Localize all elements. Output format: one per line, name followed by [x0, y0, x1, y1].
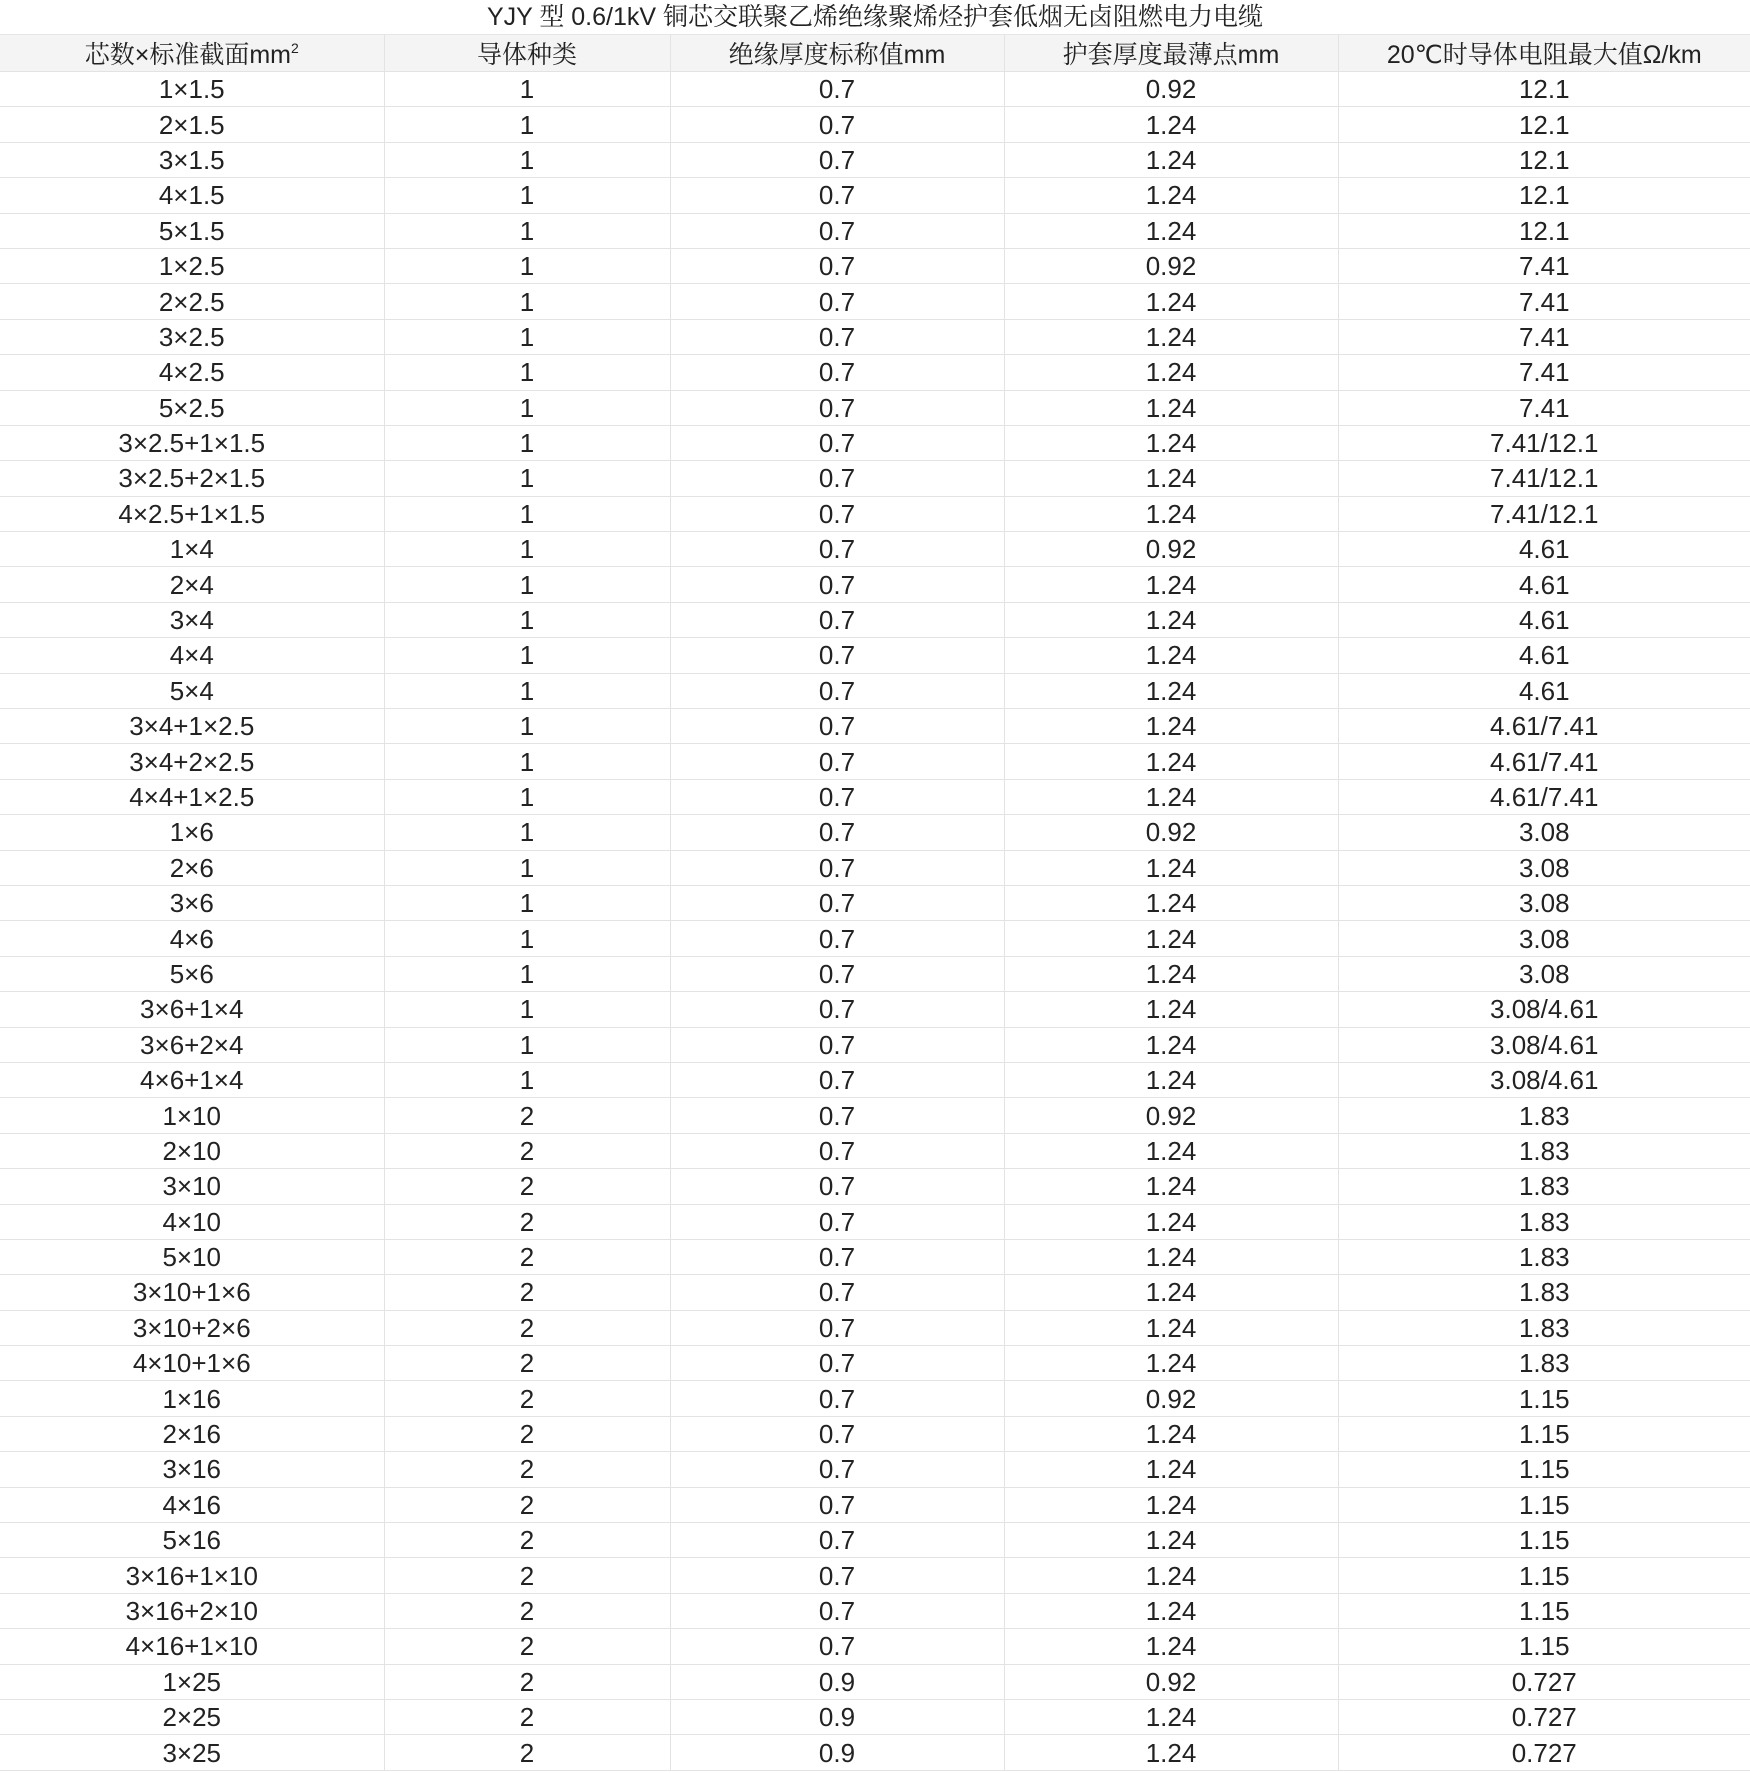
table-row [0, 284, 1750, 319]
cell-conductor-type: 2 [384, 1098, 670, 1133]
table-row [0, 1699, 1750, 1734]
cell-conductor-type: 2 [384, 1239, 670, 1274]
cell-cores-cross-section: 3×1.5 [0, 142, 384, 177]
cell-insulation-thickness: 0.7 [670, 72, 1004, 107]
cell-cores-cross-section: 1×2.5 [0, 248, 384, 283]
cell-conductor-resistance: 0.727 [1338, 1699, 1750, 1734]
cell-conductor-type: 2 [384, 1381, 670, 1416]
cell-insulation-thickness: 0.7 [670, 1523, 1004, 1558]
cell-conductor-type: 1 [384, 567, 670, 602]
cell-conductor-resistance: 0.727 [1338, 1735, 1750, 1770]
cell-sheath-thickness: 1.24 [1004, 390, 1338, 425]
table-row [0, 1310, 1750, 1345]
cell-conductor-type: 1 [384, 673, 670, 708]
cell-sheath-thickness: 0.92 [1004, 532, 1338, 567]
cell-conductor-type: 2 [384, 1346, 670, 1381]
table-row [0, 1452, 1750, 1487]
cell-conductor-type: 1 [384, 1027, 670, 1062]
table-row [0, 921, 1750, 956]
table-row [0, 992, 1750, 1027]
cell-cores-cross-section: 1×10 [0, 1098, 384, 1133]
cell-cores-cross-section: 4×2.5+1×1.5 [0, 496, 384, 531]
cell-cores-cross-section: 2×10 [0, 1133, 384, 1168]
cell-cores-cross-section: 4×4+1×2.5 [0, 779, 384, 814]
cable-spec-table [0, 35, 1750, 1771]
cell-sheath-thickness: 1.24 [1004, 1062, 1338, 1097]
cell-conductor-resistance: 1.83 [1338, 1169, 1750, 1204]
cell-conductor-type: 1 [384, 496, 670, 531]
cell-insulation-thickness: 0.7 [670, 425, 1004, 460]
cell-conductor-resistance: 1.15 [1338, 1558, 1750, 1593]
cell-sheath-thickness: 1.24 [1004, 1310, 1338, 1345]
cell-sheath-thickness: 1.24 [1004, 107, 1338, 142]
cell-cores-cross-section: 5×16 [0, 1523, 384, 1558]
table-row [0, 532, 1750, 567]
table-row [0, 1275, 1750, 1310]
table-row [0, 425, 1750, 460]
cell-sheath-thickness: 0.92 [1004, 815, 1338, 850]
table-row [0, 1062, 1750, 1097]
table-row [0, 319, 1750, 354]
table-row [0, 1381, 1750, 1416]
cell-conductor-resistance: 1.83 [1338, 1346, 1750, 1381]
cell-conductor-resistance: 12.1 [1338, 107, 1750, 142]
cell-cores-cross-section: 4×16 [0, 1487, 384, 1522]
cell-insulation-thickness: 0.7 [670, 673, 1004, 708]
cell-conductor-type: 1 [384, 178, 670, 213]
cell-conductor-type: 1 [384, 532, 670, 567]
cell-sheath-thickness: 1.24 [1004, 1452, 1338, 1487]
cell-sheath-thickness: 1.24 [1004, 709, 1338, 744]
table-row [0, 355, 1750, 390]
cell-sheath-thickness: 1.24 [1004, 1593, 1338, 1628]
cell-conductor-resistance: 7.41 [1338, 319, 1750, 354]
cell-conductor-resistance: 7.41/12.1 [1338, 425, 1750, 460]
cell-cores-cross-section: 4×6 [0, 921, 384, 956]
cell-sheath-thickness: 1.24 [1004, 992, 1338, 1027]
cell-insulation-thickness: 0.7 [670, 355, 1004, 390]
cell-insulation-thickness: 0.7 [670, 815, 1004, 850]
cell-sheath-thickness: 1.24 [1004, 1523, 1338, 1558]
cell-insulation-thickness: 0.9 [670, 1735, 1004, 1770]
cell-conductor-resistance: 7.41 [1338, 248, 1750, 283]
cell-sheath-thickness: 1.24 [1004, 779, 1338, 814]
cell-sheath-thickness: 1.24 [1004, 1027, 1338, 1062]
cell-conductor-resistance: 4.61/7.41 [1338, 779, 1750, 814]
cell-conductor-resistance: 3.08 [1338, 850, 1750, 885]
table-row [0, 1169, 1750, 1204]
cell-cores-cross-section: 5×2.5 [0, 390, 384, 425]
cell-conductor-type: 1 [384, 815, 670, 850]
cell-cores-cross-section: 2×2.5 [0, 284, 384, 319]
cell-sheath-thickness: 1.24 [1004, 461, 1338, 496]
cell-conductor-resistance: 4.61 [1338, 567, 1750, 602]
cell-insulation-thickness: 0.7 [670, 1098, 1004, 1133]
cell-insulation-thickness: 0.7 [670, 1593, 1004, 1628]
cell-sheath-thickness: 1.24 [1004, 425, 1338, 460]
cell-conductor-resistance: 3.08/4.61 [1338, 1027, 1750, 1062]
cell-conductor-type: 1 [384, 390, 670, 425]
table-row [0, 107, 1750, 142]
cell-conductor-type: 2 [384, 1699, 670, 1734]
cell-cores-cross-section: 3×10+2×6 [0, 1310, 384, 1345]
cell-sheath-thickness: 1.24 [1004, 1735, 1338, 1770]
cell-sheath-thickness: 1.24 [1004, 850, 1338, 885]
cell-conductor-type: 1 [384, 602, 670, 637]
cell-sheath-thickness: 0.92 [1004, 72, 1338, 107]
cell-conductor-resistance: 3.08 [1338, 815, 1750, 850]
cell-sheath-thickness: 1.24 [1004, 178, 1338, 213]
cell-insulation-thickness: 0.7 [670, 390, 1004, 425]
cell-insulation-thickness: 0.7 [670, 1310, 1004, 1345]
table-row [0, 1664, 1750, 1699]
cell-conductor-type: 1 [384, 638, 670, 673]
cell-conductor-type: 2 [384, 1204, 670, 1239]
table-row [0, 1346, 1750, 1381]
cell-insulation-thickness: 0.7 [670, 1346, 1004, 1381]
cell-insulation-thickness: 0.7 [670, 248, 1004, 283]
cell-conductor-resistance: 4.61/7.41 [1338, 744, 1750, 779]
cell-conductor-resistance: 1.83 [1338, 1133, 1750, 1168]
cell-insulation-thickness: 0.7 [670, 1133, 1004, 1168]
cell-sheath-thickness: 1.24 [1004, 567, 1338, 602]
cell-cores-cross-section: 3×6 [0, 885, 384, 920]
cell-insulation-thickness: 0.7 [670, 921, 1004, 956]
cell-cores-cross-section: 4×10 [0, 1204, 384, 1239]
cell-sheath-thickness: 1.24 [1004, 1275, 1338, 1310]
cell-sheath-thickness: 1.24 [1004, 142, 1338, 177]
cell-insulation-thickness: 0.7 [670, 1416, 1004, 1451]
table-row [0, 1239, 1750, 1274]
cell-insulation-thickness: 0.7 [670, 1204, 1004, 1239]
cell-cores-cross-section: 2×4 [0, 567, 384, 602]
cell-insulation-thickness: 0.7 [670, 956, 1004, 991]
cell-sheath-thickness: 1.24 [1004, 213, 1338, 248]
table-row [0, 567, 1750, 602]
cell-conductor-resistance: 7.41 [1338, 390, 1750, 425]
cell-conductor-resistance: 4.61 [1338, 673, 1750, 708]
cell-conductor-type: 1 [384, 992, 670, 1027]
cell-conductor-type: 1 [384, 319, 670, 354]
cell-conductor-resistance: 3.08/4.61 [1338, 992, 1750, 1027]
cell-conductor-type: 1 [384, 744, 670, 779]
cell-sheath-thickness: 1.24 [1004, 284, 1338, 319]
cell-insulation-thickness: 0.7 [670, 1275, 1004, 1310]
cell-sheath-thickness: 1.24 [1004, 744, 1338, 779]
cell-conductor-type: 1 [384, 850, 670, 885]
table-row [0, 178, 1750, 213]
table-row [0, 1629, 1750, 1664]
cell-sheath-thickness: 1.24 [1004, 319, 1338, 354]
cell-conductor-type: 1 [384, 709, 670, 744]
cell-cores-cross-section: 1×4 [0, 532, 384, 567]
cell-conductor-type: 1 [384, 461, 670, 496]
cell-sheath-thickness: 1.24 [1004, 885, 1338, 920]
table-row [0, 779, 1750, 814]
cell-cores-cross-section: 4×6+1×4 [0, 1062, 384, 1097]
table-row [0, 956, 1750, 991]
cell-insulation-thickness: 0.7 [670, 638, 1004, 673]
cell-insulation-thickness: 0.7 [670, 1629, 1004, 1664]
cell-conductor-resistance: 12.1 [1338, 72, 1750, 107]
cell-sheath-thickness: 1.24 [1004, 1204, 1338, 1239]
cell-cores-cross-section: 4×10+1×6 [0, 1346, 384, 1381]
cell-sheath-thickness: 1.24 [1004, 1629, 1338, 1664]
cell-cores-cross-section: 2×16 [0, 1416, 384, 1451]
cell-cores-cross-section: 3×2.5+1×1.5 [0, 425, 384, 460]
cell-conductor-type: 2 [384, 1310, 670, 1345]
cell-insulation-thickness: 0.9 [670, 1664, 1004, 1699]
cell-insulation-thickness: 0.7 [670, 1027, 1004, 1062]
table-row [0, 602, 1750, 637]
column-header-label: 芯数×标准截面mm [84, 41, 291, 69]
cell-cores-cross-section: 5×4 [0, 673, 384, 708]
cell-insulation-thickness: 0.7 [670, 178, 1004, 213]
table-row [0, 213, 1750, 248]
cell-insulation-thickness: 0.7 [670, 213, 1004, 248]
cell-cores-cross-section: 5×1.5 [0, 213, 384, 248]
cell-insulation-thickness: 0.7 [670, 779, 1004, 814]
cell-insulation-thickness: 0.9 [670, 1699, 1004, 1734]
cell-conductor-resistance: 1.15 [1338, 1523, 1750, 1558]
table-row [0, 248, 1750, 283]
cell-cores-cross-section: 1×25 [0, 1664, 384, 1699]
table-row [0, 1735, 1750, 1770]
cell-cores-cross-section: 3×10 [0, 1169, 384, 1204]
cell-insulation-thickness: 0.7 [670, 532, 1004, 567]
table-row [0, 1416, 1750, 1451]
table-row [0, 1204, 1750, 1239]
cell-conductor-type: 2 [384, 1735, 670, 1770]
cell-cores-cross-section: 3×16 [0, 1452, 384, 1487]
cell-insulation-thickness: 0.7 [670, 496, 1004, 531]
cell-conductor-resistance: 1.83 [1338, 1310, 1750, 1345]
column-header-sheath-thickness: 护套厚度最薄点mm [1004, 35, 1338, 72]
cell-insulation-thickness: 0.7 [670, 567, 1004, 602]
cell-cores-cross-section: 4×4 [0, 638, 384, 673]
cell-sheath-thickness: 1.24 [1004, 355, 1338, 390]
cell-conductor-type: 1 [384, 284, 670, 319]
cell-insulation-thickness: 0.7 [670, 461, 1004, 496]
cell-cores-cross-section: 5×6 [0, 956, 384, 991]
table-row [0, 1487, 1750, 1522]
cell-insulation-thickness: 0.7 [670, 1487, 1004, 1522]
cell-conductor-resistance: 0.727 [1338, 1664, 1750, 1699]
cell-conductor-type: 2 [384, 1133, 670, 1168]
table-row [0, 638, 1750, 673]
cell-conductor-resistance: 4.61/7.41 [1338, 709, 1750, 744]
cell-cores-cross-section: 3×2.5 [0, 319, 384, 354]
table-row [0, 709, 1750, 744]
cell-insulation-thickness: 0.7 [670, 744, 1004, 779]
cell-conductor-resistance: 1.15 [1338, 1381, 1750, 1416]
cell-conductor-type: 2 [384, 1558, 670, 1593]
cell-sheath-thickness: 1.24 [1004, 673, 1338, 708]
cell-cores-cross-section: 1×1.5 [0, 72, 384, 107]
cell-conductor-type: 1 [384, 248, 670, 283]
cell-cores-cross-section: 3×4+1×2.5 [0, 709, 384, 744]
table-row [0, 1098, 1750, 1133]
cell-sheath-thickness: 1.24 [1004, 956, 1338, 991]
cell-cores-cross-section: 3×16+1×10 [0, 1558, 384, 1593]
cell-conductor-type: 1 [384, 72, 670, 107]
cell-insulation-thickness: 0.7 [670, 1239, 1004, 1274]
table-row [0, 390, 1750, 425]
cell-insulation-thickness: 0.7 [670, 602, 1004, 637]
cell-conductor-type: 2 [384, 1664, 670, 1699]
table-row [0, 1133, 1750, 1168]
cell-cores-cross-section: 4×1.5 [0, 178, 384, 213]
cell-conductor-type: 2 [384, 1169, 670, 1204]
cell-conductor-resistance: 1.15 [1338, 1629, 1750, 1664]
cell-conductor-type: 2 [384, 1416, 670, 1451]
table-row [0, 815, 1750, 850]
cell-conductor-resistance: 1.15 [1338, 1452, 1750, 1487]
table-row [0, 72, 1750, 107]
cell-cores-cross-section: 3×10+1×6 [0, 1275, 384, 1310]
table-row [0, 1027, 1750, 1062]
cell-sheath-thickness: 0.92 [1004, 1381, 1338, 1416]
cell-cores-cross-section: 1×16 [0, 1381, 384, 1416]
cell-cores-cross-section: 4×2.5 [0, 355, 384, 390]
table-row [0, 1523, 1750, 1558]
cell-sheath-thickness: 1.24 [1004, 1558, 1338, 1593]
cell-conductor-type: 2 [384, 1629, 670, 1664]
table-row [0, 461, 1750, 496]
column-header-cores-cross-section [0, 35, 384, 72]
cell-cores-cross-section: 5×10 [0, 1239, 384, 1274]
cell-cores-cross-section: 1×6 [0, 815, 384, 850]
cell-sheath-thickness: 0.92 [1004, 1098, 1338, 1133]
cell-cores-cross-section: 3×6+2×4 [0, 1027, 384, 1062]
cell-conductor-type: 1 [384, 213, 670, 248]
cell-conductor-resistance: 3.08 [1338, 956, 1750, 991]
cell-conductor-resistance: 7.41/12.1 [1338, 496, 1750, 531]
column-header-conductor-type: 导体种类 [384, 35, 670, 72]
cell-insulation-thickness: 0.7 [670, 1381, 1004, 1416]
cell-conductor-resistance: 1.83 [1338, 1098, 1750, 1133]
table-row [0, 673, 1750, 708]
cell-insulation-thickness: 0.7 [670, 319, 1004, 354]
cell-insulation-thickness: 0.7 [670, 1169, 1004, 1204]
cell-cores-cross-section: 4×16+1×10 [0, 1629, 384, 1664]
cell-cores-cross-section: 3×6+1×4 [0, 992, 384, 1027]
cell-sheath-thickness: 1.24 [1004, 1699, 1338, 1734]
cell-conductor-type: 1 [384, 142, 670, 177]
cell-conductor-resistance: 1.15 [1338, 1416, 1750, 1451]
cell-insulation-thickness: 0.7 [670, 142, 1004, 177]
cell-conductor-resistance: 12.1 [1338, 213, 1750, 248]
cell-conductor-resistance: 1.83 [1338, 1204, 1750, 1239]
cell-conductor-resistance: 1.83 [1338, 1239, 1750, 1274]
cell-insulation-thickness: 0.7 [670, 709, 1004, 744]
cell-conductor-type: 2 [384, 1487, 670, 1522]
cell-conductor-resistance: 3.08 [1338, 885, 1750, 920]
cell-conductor-resistance: 1.15 [1338, 1593, 1750, 1628]
cell-sheath-thickness: 1.24 [1004, 1346, 1338, 1381]
cell-conductor-resistance: 1.83 [1338, 1275, 1750, 1310]
cell-conductor-type: 2 [384, 1593, 670, 1628]
cell-cores-cross-section: 2×25 [0, 1699, 384, 1734]
cell-sheath-thickness: 1.24 [1004, 638, 1338, 673]
header-row [0, 35, 1750, 72]
cell-conductor-resistance: 4.61 [1338, 532, 1750, 567]
cell-sheath-thickness: 0.92 [1004, 248, 1338, 283]
cell-insulation-thickness: 0.7 [670, 850, 1004, 885]
cell-cores-cross-section: 2×1.5 [0, 107, 384, 142]
cell-insulation-thickness: 0.7 [670, 107, 1004, 142]
table-title: YJY 型 0.6/1kV 铜芯交联聚乙烯绝缘聚烯烃护套低烟无卤阻燃电力电缆 [0, 0, 1750, 35]
table-row [0, 142, 1750, 177]
table-row [0, 496, 1750, 531]
cell-sheath-thickness: 1.24 [1004, 1416, 1338, 1451]
cell-conductor-resistance: 7.41 [1338, 355, 1750, 390]
cell-conductor-type: 1 [384, 1062, 670, 1097]
cell-conductor-type: 1 [384, 779, 670, 814]
cell-insulation-thickness: 0.7 [670, 992, 1004, 1027]
cell-cores-cross-section: 3×16+2×10 [0, 1593, 384, 1628]
table-body [0, 72, 1750, 1771]
cell-conductor-resistance: 12.1 [1338, 178, 1750, 213]
cell-insulation-thickness: 0.7 [670, 885, 1004, 920]
table-row [0, 744, 1750, 779]
cell-conductor-resistance: 12.1 [1338, 142, 1750, 177]
cell-insulation-thickness: 0.7 [670, 1452, 1004, 1487]
table-row [0, 1593, 1750, 1628]
table-row [0, 850, 1750, 885]
cell-conductor-type: 1 [384, 885, 670, 920]
cell-sheath-thickness: 1.24 [1004, 602, 1338, 637]
column-header-conductor-resistance: 20℃时导体电阻最大值Ω/km [1338, 35, 1750, 72]
cell-cores-cross-section: 3×25 [0, 1735, 384, 1770]
cell-sheath-thickness: 1.24 [1004, 496, 1338, 531]
cell-conductor-resistance: 1.15 [1338, 1487, 1750, 1522]
cell-insulation-thickness: 0.7 [670, 1062, 1004, 1097]
cell-sheath-thickness: 1.24 [1004, 1133, 1338, 1168]
cell-conductor-type: 2 [384, 1275, 670, 1310]
cell-sheath-thickness: 1.24 [1004, 1239, 1338, 1274]
cell-sheath-thickness: 0.92 [1004, 1664, 1338, 1699]
cell-conductor-resistance: 7.41/12.1 [1338, 461, 1750, 496]
cell-sheath-thickness: 1.24 [1004, 1487, 1338, 1522]
cell-conductor-type: 2 [384, 1523, 670, 1558]
cell-conductor-resistance: 4.61 [1338, 602, 1750, 637]
cell-conductor-type: 2 [384, 1452, 670, 1487]
cell-conductor-resistance: 3.08 [1338, 921, 1750, 956]
cell-cores-cross-section: 3×4 [0, 602, 384, 637]
cell-cores-cross-section: 3×2.5+2×1.5 [0, 461, 384, 496]
cell-cores-cross-section: 3×4+2×2.5 [0, 744, 384, 779]
column-header-insulation-thickness: 绝缘厚度标称值mm [670, 35, 1004, 72]
cell-cores-cross-section: 2×6 [0, 850, 384, 885]
cell-conductor-type: 1 [384, 425, 670, 460]
cell-sheath-thickness: 1.24 [1004, 1169, 1338, 1204]
cell-conductor-type: 1 [384, 956, 670, 991]
cell-sheath-thickness: 1.24 [1004, 921, 1338, 956]
table-row [0, 1558, 1750, 1593]
cell-conductor-resistance: 3.08/4.61 [1338, 1062, 1750, 1097]
cell-conductor-type: 1 [384, 107, 670, 142]
cell-conductor-type: 1 [384, 355, 670, 390]
unit-superscript: 2 [290, 40, 299, 56]
cell-insulation-thickness: 0.7 [670, 284, 1004, 319]
cell-conductor-resistance: 7.41 [1338, 284, 1750, 319]
table-row [0, 885, 1750, 920]
cell-conductor-type: 1 [384, 921, 670, 956]
cell-conductor-resistance: 4.61 [1338, 638, 1750, 673]
cell-insulation-thickness: 0.7 [670, 1558, 1004, 1593]
